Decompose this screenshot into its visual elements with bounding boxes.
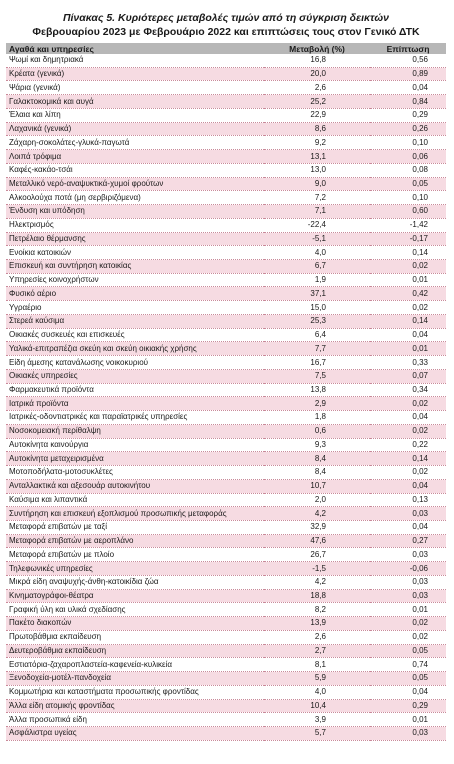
cell-impact: 0,60 [370,205,446,219]
cell-change: 4,2 [264,507,370,521]
cell-item: Μεταφορά επιβατών με αεροπλάνο [6,534,264,548]
cell-change: 8,1 [264,658,370,672]
cell-impact: 0,10 [370,191,446,205]
table-row [6,534,446,548]
cell-impact: 0,14 [370,452,446,466]
cell-impact: 0,03 [370,575,446,589]
cell-item: Κινηματογράφοι-θέατρα [6,589,264,603]
cell-change: 7,7 [264,342,370,356]
cell-change: 13,0 [264,163,370,177]
cell-item: Είδη άμεσης κατανάλωσης νοικοκυριού [6,356,264,370]
cell-item: Ηλεκτρισμός [6,218,264,232]
cell-item: Πακέτο διακοπών [6,617,264,631]
cell-change: 7,1 [264,205,370,219]
table-row [6,67,446,81]
cell-change: 22,9 [264,108,370,122]
table-row [6,301,446,315]
cell-item: Οικιακές συσκευές και επισκευές [6,328,264,342]
cell-impact: 0,13 [370,493,446,507]
table-row [6,617,446,631]
cell-item: Ενοίκια κατοικιών [6,246,264,260]
cell-impact: 0,14 [370,246,446,260]
cell-impact: 0,03 [370,589,446,603]
cell-item: Μεταφορά επιβατών με πλοίο [6,548,264,562]
cell-impact: 0,01 [370,342,446,356]
cell-change: 10,7 [264,479,370,493]
cell-impact: 0,05 [370,177,446,191]
cell-change: 5,9 [264,672,370,686]
cell-change: 9,3 [264,438,370,452]
cell-change: 25,3 [264,314,370,328]
cell-impact: 0,04 [370,81,446,95]
cell-change: 25,2 [264,95,370,109]
cell-impact: -1,42 [370,218,446,232]
table-row [6,507,446,521]
table-row [6,246,446,260]
cell-impact: 0,33 [370,356,446,370]
cell-impact: -0,06 [370,562,446,576]
cell-impact: 0,04 [370,685,446,699]
table-row [6,452,446,466]
cell-change: 6,4 [264,328,370,342]
table-row [6,603,446,617]
cell-impact: 0,02 [370,466,446,480]
cell-change: 16,8 [264,54,370,67]
cell-change: 26,7 [264,548,370,562]
cell-impact: 0,03 [370,726,446,740]
cell-impact: 0,08 [370,163,446,177]
cell-item: Φυσικό αέριο [6,287,264,301]
table-row [6,644,446,658]
cell-item: Καύσιμα και λιπαντικά [6,493,264,507]
cell-item: Αλκοολούχα ποτά (μη σερβιριζόμενα) [6,191,264,205]
cell-item: Υπηρεσίες κοινοχρήστων [6,273,264,287]
cell-impact: 0,04 [370,328,446,342]
cell-impact: 0,02 [370,630,446,644]
cell-impact: 0,27 [370,534,446,548]
table-row [6,575,446,589]
table-row [6,630,446,644]
cell-change: 8,4 [264,452,370,466]
cell-change: 2,6 [264,630,370,644]
table-row [6,328,446,342]
cell-item: Νοσοκομειακή περίθαλψη [6,424,264,438]
cell-impact: 0,42 [370,287,446,301]
cell-change: 8,4 [264,466,370,480]
table-row [6,493,446,507]
cell-change: 0,6 [264,424,370,438]
table-row [6,699,446,713]
table-header-row [6,43,446,54]
cell-item: Ένδυση και υπόδηση [6,205,264,219]
cell-impact: 0,05 [370,644,446,658]
cell-item: Κομμωτήρια και καταστήματα προσωπικής φροντίδας [6,685,264,699]
cell-item: Καφές-κακάο-τσάι [6,163,264,177]
table-row [6,726,446,740]
cell-item: Υαλικά-επιτραπέζια σκεύη και σκεύη οικιακής χρήσης [6,342,264,356]
cell-impact: 0,14 [370,314,446,328]
cell-change: 13,9 [264,617,370,631]
table-row [6,232,446,246]
cell-impact: 0,84 [370,95,446,109]
cell-impact: 0,05 [370,672,446,686]
table-row [6,191,446,205]
table-row [6,589,446,603]
cell-item: Άλλα είδη ατομικής φροντίδας [6,699,264,713]
cell-change: 1,8 [264,411,370,425]
cell-item: Ανταλλακτικά και αξεσουάρ αυτοκινήτου [6,479,264,493]
cell-item: Αυτοκίνητα καινούργια [6,438,264,452]
table-row [6,466,446,480]
cell-item: Ιατρικά προϊόντα [6,397,264,411]
cell-change: 2,9 [264,397,370,411]
cell-item: Λαχανικά (γενικά) [6,122,264,136]
table-row [6,95,446,109]
table-row [6,713,446,727]
table-body [6,54,446,740]
cell-change: 10,4 [264,699,370,713]
cell-item: Τηλεφωνικές υπηρεσίες [6,562,264,576]
cell-change: 7,5 [264,369,370,383]
table-row [6,672,446,686]
table-row [6,685,446,699]
cell-impact: 0,02 [370,397,446,411]
price-changes-table [6,43,446,741]
header-impact: Επίπτωση [370,43,446,54]
cell-change: 3,9 [264,713,370,727]
cell-item: Υγραέριο [6,301,264,315]
cell-item: Λοιπά τρόφιμα [6,150,264,164]
cell-impact: 0,03 [370,507,446,521]
table-subtitle: Φεβρουαρίου 2023 με Φεβρουάριο 2022 και επιπτώσεις τους στον Γενικό ΔΤΚ [32,26,420,38]
cell-change: 47,6 [264,534,370,548]
table-row [6,163,446,177]
cell-impact: 0,02 [370,617,446,631]
cell-change: 20,0 [264,67,370,81]
cell-impact: 0,04 [370,520,446,534]
table-row [6,205,446,219]
cell-item: Γραφική ύλη και υλικά σχεδίασης [6,603,264,617]
cell-change: 9,0 [264,177,370,191]
cell-change: 37,1 [264,287,370,301]
cell-impact: 0,26 [370,122,446,136]
cell-impact: 0,01 [370,603,446,617]
cell-change: 8,2 [264,603,370,617]
cell-item: Ψωμί και δημητριακά [6,54,264,67]
table-row [6,424,446,438]
table-row [6,520,446,534]
cell-change: 2,0 [264,493,370,507]
table-row [6,479,446,493]
cell-item: Δευτεροβάθμια εκπαίδευση [6,644,264,658]
cell-change: 5,7 [264,726,370,740]
table-row [6,54,446,67]
cell-item: Οικιακές υπηρεσίες [6,369,264,383]
cell-item: Μοτοποδήλατα-μοτοσυκλέτες [6,466,264,480]
cell-item: Έλαια και λίπη [6,108,264,122]
cell-impact: 0,07 [370,369,446,383]
cell-item: Αυτοκίνητα μεταχειρισμένα [6,452,264,466]
table-row [6,136,446,150]
table-row [6,397,446,411]
table-row [6,122,446,136]
cell-change: 7,2 [264,191,370,205]
cell-impact: 0,29 [370,699,446,713]
cell-item: Μεταλλικό νερό-αναψυκτικά-χυμοί φρούτων [6,177,264,191]
cell-change: 1,9 [264,273,370,287]
cell-item: Εστιατόρια-ζαχαροπλαστεία-καφενεία-κυλικεία [6,658,264,672]
cell-item: Επισκευή και συντήρηση κατοικίας [6,260,264,274]
table-row [6,658,446,672]
cell-item: Συντήρηση και επισκευή εξοπλισμού προσωπικής μεταφοράς [6,507,264,521]
table-row [6,438,446,452]
table-row [6,562,446,576]
cell-impact: 0,04 [370,411,446,425]
table-row [6,548,446,562]
table-row [6,314,446,328]
cell-change: 15,0 [264,301,370,315]
table-row [6,177,446,191]
table-row [6,260,446,274]
cell-item: Ξενοδοχεία-μοτέλ-πανδοχεία [6,672,264,686]
cell-change: 4,0 [264,246,370,260]
cell-change: 13,1 [264,150,370,164]
cell-change: 4,0 [264,685,370,699]
cell-change: 16,7 [264,356,370,370]
cell-impact: 0,03 [370,548,446,562]
cell-item: Φαρμακευτικά προϊόντα [6,383,264,397]
cell-change: -5,1 [264,232,370,246]
cell-item: Στερεά καύσιμα [6,314,264,328]
cell-change: 18,8 [264,589,370,603]
cell-impact: 0,34 [370,383,446,397]
cell-item: Μικρά είδη αναψυχής-άνθη-κατοικίδια ζώα [6,575,264,589]
cell-item: Κρέατα (γενικά) [6,67,264,81]
cell-impact: -0,17 [370,232,446,246]
cell-impact: 0,56 [370,54,446,67]
cell-change: -1,5 [264,562,370,576]
cell-impact: 0,74 [370,658,446,672]
table-row [6,369,446,383]
header-goods-services: Αγαθά και υπηρεσίες [6,43,264,54]
cell-impact: 0,01 [370,713,446,727]
cell-item: Πρωτοβάθμια εκπαίδευση [6,630,264,644]
cell-change: -22,4 [264,218,370,232]
cell-item: Γαλακτοκομικά και αυγά [6,95,264,109]
cell-change: 6,7 [264,260,370,274]
cell-impact: 0,22 [370,438,446,452]
header-change-percent: Μεταβολή (%) [264,43,370,54]
cell-item: Μεταφορά επιβατών με ταξί [6,520,264,534]
cell-item: Ιατρικές-οδοντιατρικές και παραϊατρικές υπηρεσίες [6,411,264,425]
cell-item: Ασφάλιστρα υγείας [6,726,264,740]
cell-impact: 0,04 [370,479,446,493]
cell-impact: 0,02 [370,260,446,274]
table-row [6,108,446,122]
table-row [6,150,446,164]
table-row [6,273,446,287]
cell-change: 32,9 [264,520,370,534]
table-row [6,342,446,356]
cell-impact: 0,02 [370,301,446,315]
cell-impact: 0,02 [370,424,446,438]
cell-item: Ψάρια (γενικά) [6,81,264,95]
table-title: Πίνακας 5. Κυριότερες μεταβολές τιμών από τη σύγκριση δεικτών [62,12,390,24]
cell-change: 8,6 [264,122,370,136]
table-row [6,218,446,232]
cell-item: Πετρέλαιο θέρμανσης [6,232,264,246]
cell-item: Ζάχαρη-σοκολάτες-γλυκά-παγωτά [6,136,264,150]
cell-impact: 0,06 [370,150,446,164]
cell-change: 13,8 [264,383,370,397]
cell-impact: 0,01 [370,273,446,287]
cell-impact: 0,29 [370,108,446,122]
table-row [6,287,446,301]
cell-change: 2,7 [264,644,370,658]
cell-impact: 0,10 [370,136,446,150]
cell-change: 9,2 [264,136,370,150]
table-row [6,411,446,425]
table-row [6,81,446,95]
table-row [6,356,446,370]
cell-change: 4,2 [264,575,370,589]
cell-impact: 0,89 [370,67,446,81]
table-row [6,383,446,397]
cell-change: 2,6 [264,81,370,95]
cell-item: Άλλα προσωπικά είδη [6,713,264,727]
